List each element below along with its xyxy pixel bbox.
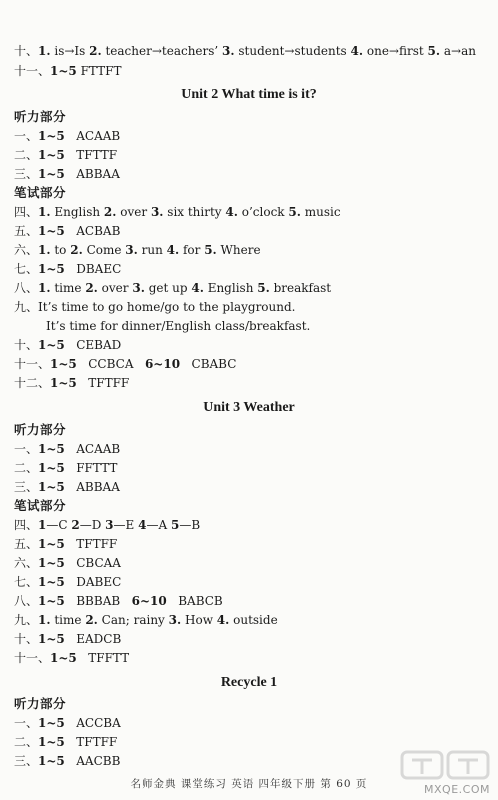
unit-2-listening-2: 二、1~5 TFTTF [14, 148, 118, 162]
watermark-url: MXQE.COM [424, 783, 490, 796]
unit-3-writing-4: 四、1—C 2—D 3—E 4—A 5—B [14, 518, 201, 532]
unit-2-writing-4: 四、1. English 2. over 3. six thirty 4. o’clock 5. music [14, 205, 341, 219]
unit-2-writing-6: 六、1. to 2. Come 3. run 4. for 5. Where [14, 243, 261, 257]
unit-3-title: Unit 3 Weather [203, 400, 295, 415]
unit-2-writing-heading: 笔试部分 [14, 185, 67, 200]
unit-3-writing-9: 九、1. time 2. Can; rainy 3. How 4. outside [14, 613, 278, 627]
unit-2-listening-1: 一、1~5 ACAAB [14, 129, 121, 143]
unit-2-writing-8: 八、1. time 2. over 3. get up 4. English 5. breakfast [14, 281, 332, 295]
unit-3-listening-heading: 听力部分 [14, 422, 67, 437]
page-footer: 名师金典 课堂练习 英语 四年级下册 第 60 页 [130, 778, 368, 790]
unit-3-writing-8: 八、1~5 BBBAB 6~10 BABCB [14, 594, 223, 608]
unit-2-listening-heading: 听力部分 [14, 109, 67, 124]
recycle-1-listening-3: 三、1~5 AACBB [14, 754, 121, 768]
unit-3-listening-2: 二、1~5 FFTTT [14, 461, 118, 475]
unit-2-writing-10: 十、1~5 CEBAD [14, 338, 122, 352]
recycle-1-listening-2: 二、1~5 TFTFF [14, 735, 118, 749]
recycle-1-listening-heading: 听力部分 [14, 696, 67, 711]
unit-3-writing-5: 五、1~5 TFTFF [14, 537, 118, 551]
unit-3-writing-6: 六、1~5 CBCAA [14, 556, 121, 570]
recycle-1-listening-1: 一、1~5 ACCBA [14, 716, 121, 730]
unit-3-writing-11: 十一、1~5 TFFTT [14, 651, 130, 665]
recycle-1-title: Recycle 1 [220, 675, 278, 690]
unit-2-writing-11: 十一、1~5 CCBCA 6~10 CBABC [14, 357, 237, 371]
unit-2-listening-3: 三、1~5 ABBAA [14, 167, 120, 181]
unit-2-writing-12: 十二、1~5 TFTFF [14, 376, 130, 390]
unit-2-writing-9a: 九、It’s time to go home/go to the playground. [14, 300, 296, 314]
unit-3-listening-3: 三、1~5 ABBAA [14, 480, 120, 494]
unit-2-writing-5: 五、1~5 ACBAB [14, 224, 121, 238]
unit-3-listening-1: 一、1~5 ACAAB [14, 442, 121, 456]
unit-3-writing-heading: 笔试部分 [14, 498, 67, 513]
unit-2-writing-7: 七、1~5 DBAEC [14, 262, 122, 276]
unit-3-writing-10: 十、1~5 EADCB [14, 632, 122, 646]
unit-3-writing-7: 七、1~5 DABEC [14, 575, 122, 589]
answer-line-11: 十一、1~5 FTTFT [14, 64, 122, 78]
unit-2-title: Unit 2 What time is it? [181, 87, 317, 102]
answer-line-10: 十、1. is→Is 2. teacher→teachers’ 3. student→students 4. one→first 5. a→an [14, 44, 476, 58]
unit-2-writing-9b: It’s time for dinner/English class/breakfast. [46, 319, 311, 333]
